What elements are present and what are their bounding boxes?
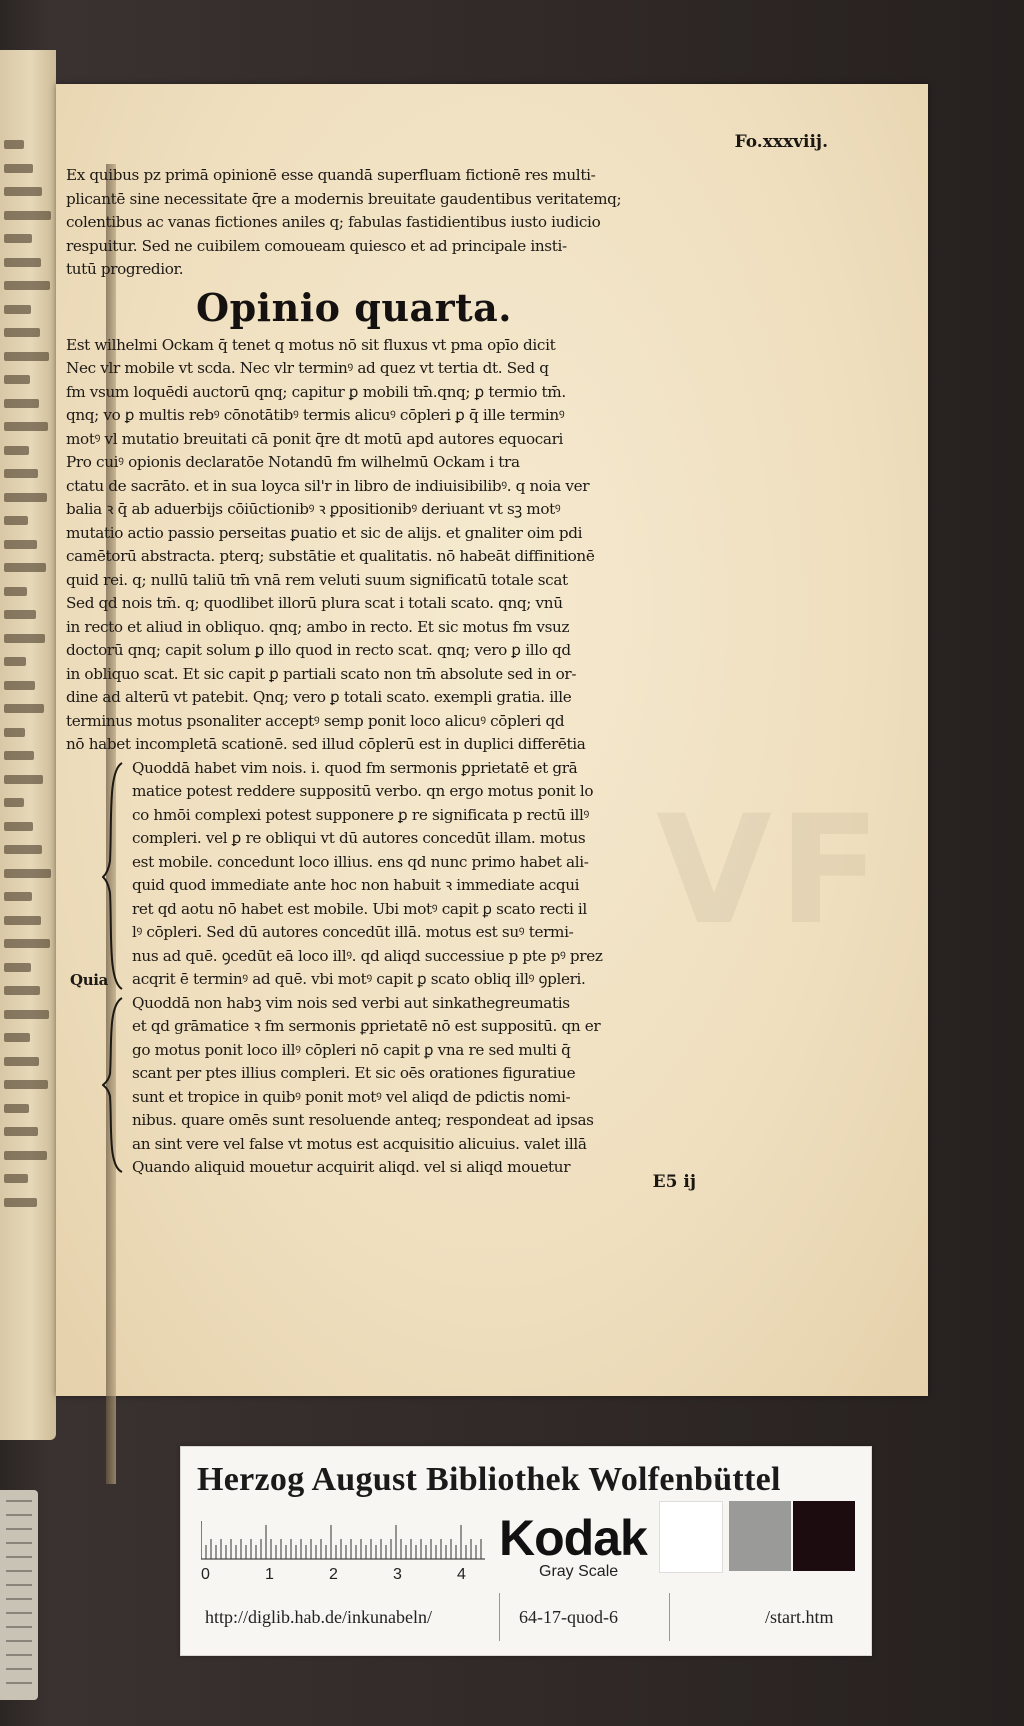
previous-page-text-fragment (4, 281, 50, 290)
previous-page-text-fragment (4, 1151, 47, 1160)
previous-page-text-fragment (4, 328, 40, 337)
folio-number: Fo.xxxviij. (734, 132, 828, 152)
previous-page-text-fragment (4, 234, 32, 243)
ruler-label: 0 (201, 1566, 210, 1583)
division-block-one (66, 757, 696, 992)
text-line: camētorū abstracta. pterq; substātie et qualitatis. nō habeāt diffinitionē (66, 547, 595, 565)
previous-page-text-fragment (4, 187, 42, 196)
previous-page-text-fragment (4, 422, 48, 431)
text-line: go motus ponit loco illꝰ cōpleri nō capit ꝑ vna re sed multi q̄ (132, 1040, 571, 1059)
text-line: Sed qd nois tm̄. q; quodlibet illorū plura scat i totali scato. qnq; vnū (66, 594, 563, 612)
text-line: in recto et aliud in obliquo. qnq; ambo in recto. Et sic motus fm vsuz (66, 617, 570, 636)
signature-mark: E5 ij (652, 1172, 696, 1192)
text-line: Quando aliquid mouetur acquirit aliqd. vel si aliqd mouetur (132, 1158, 571, 1176)
previous-page-text-fragment (4, 258, 41, 267)
gray-swatch (729, 1501, 791, 1571)
left-brace-icon (102, 761, 124, 991)
intro-paragraph (66, 164, 696, 282)
text-line: Pro cuiꝰ opionis declaratōe Notandū fm wilhelmū Ockam i tra (66, 453, 520, 471)
division-block-two (66, 992, 696, 1180)
white-swatch (659, 1501, 723, 1573)
text-line: balia ꝛ q̄ ab aduerbijs cōiūctionibꝰ ꝛ ꝑpositionibꝰ deriuant vt sꝫ motꝰ (66, 500, 561, 518)
previous-page-text-fragment (4, 1080, 48, 1089)
previous-page-text-fragment (4, 305, 31, 314)
text-line: quid quod immediate ante hoc non habuit ꝛ immediate acqui (132, 876, 580, 894)
previous-page-text-fragment (4, 375, 30, 384)
previous-page-text-fragment (4, 1198, 37, 1207)
previous-page-text-fragment (4, 892, 32, 901)
text-block (66, 164, 696, 1180)
binding-label (0, 1490, 38, 1700)
previous-page-text-fragment (4, 446, 29, 455)
ruler-label: 2 (329, 1566, 338, 1583)
card-divider (669, 1593, 670, 1641)
text-line: in obliquo scat. Et sic capit ꝑ partiali scato non tm̄ absolute sed in or- (66, 664, 577, 683)
gray-scale-label: Gray Scale (539, 1563, 619, 1580)
ruler-label: 1 (265, 1566, 274, 1583)
previous-page-text-fragment (4, 493, 47, 502)
kodak-logo: Kodak (499, 1510, 647, 1566)
text-line: ret qd aotu nō habet est mobile. Ubi motꝰ capit ꝑ scato recti il (132, 899, 587, 918)
text-line: co hmōi complexi potest supponere ꝑ re significata p rectū illꝰ (132, 805, 589, 824)
left-brace-icon (102, 996, 124, 1174)
previous-page-text-fragment (4, 1174, 28, 1183)
previous-page-text-fragment (4, 1033, 30, 1042)
text-line: Est wilhelmi Ockam q̄ tenet q motus nō sit fluxus vt pma opīo dicit (66, 335, 556, 354)
previous-page-text-fragment (4, 140, 24, 149)
previous-page-text-fragment (4, 775, 43, 784)
previous-page-text-fragment (4, 1127, 38, 1136)
text-line: Quoddā habet vim nois. i. quod fm sermonis ꝑprietatē et grā (132, 758, 578, 777)
dark-swatch (793, 1501, 855, 1571)
text-line: respuitur. Sed ne cuibilem comoueam quiesco et ad principale insti- (66, 236, 567, 255)
previous-page-text-fragment (4, 469, 38, 478)
previous-page-text-fragment (4, 728, 25, 737)
text-line: an sint vere vel false vt motus est acquisitio alicuius. valet illā (132, 1134, 587, 1153)
previous-page-text-fragment (4, 916, 41, 925)
section-heading: Opinio quarta. (196, 284, 512, 330)
previous-page-text-fragment (4, 657, 26, 666)
text-line: scant per ptes illius compleri. Et sic oēs orationes figuratiue (132, 1064, 576, 1082)
text-line: plicantē sine necessitate q̄re a modernis breuitate gaudentibus veritatemq; (66, 189, 622, 208)
previous-page-text-fragment (4, 563, 46, 572)
color-reference-card (180, 1446, 872, 1656)
previous-page-text-fragment (4, 869, 51, 878)
text-line: nibus. quare omēs sunt resoluende anteq; respondeat ad ipsas (132, 1111, 594, 1129)
text-line: mutatio actio passio perseitas ꝑuatio et sic de alijs. et gnaliter oim pdi (66, 523, 583, 542)
previous-page-text-fragment (4, 540, 37, 549)
text-line: est mobile. concedunt loco illius. ens qd nunc primo habet ali- (132, 852, 589, 871)
ruler-label: 4 (457, 1566, 466, 1583)
ruler-scale (201, 1519, 493, 1583)
side-label: Quia (70, 970, 108, 989)
previous-page-text-fragment (4, 1010, 49, 1019)
previous-page-text-fragment (4, 704, 44, 713)
previous-page-text-fragment (4, 1104, 29, 1113)
text-line: et qd grāmatice ꝛ fm sermonis ꝑprietatē nō est suppositū. qn er (132, 1017, 601, 1035)
text-line: motꝰ vl mutatio breuitati cā ponit q̄re dt motū apd autores equocari (66, 429, 564, 448)
previous-page-text-fragment (4, 352, 49, 361)
previous-page-text-fragment (4, 211, 51, 220)
text-line: nus ad quē. ꝯcedūt eā loco illꝰ. qd aliqd successiue p pte pꝰ prez (132, 946, 603, 965)
previous-page-text-fragment (4, 939, 50, 948)
text-line: terminus motus psonaliter acceptꝰ semp ponit loco alicuꝰ cōpleri qd (66, 711, 565, 730)
previous-page-text-fragment (4, 399, 39, 408)
previous-page-text-fragment (4, 822, 33, 831)
text-line: Quoddā non habꝫ vim nois sed verbi aut sinkathegreumatis (132, 993, 570, 1012)
text-line: qnq; vo ꝑ multis rebꝰ cōnotātibꝰ termis alicuꝰ cōpleri ꝑ q̄ ille terminꝰ (66, 406, 565, 424)
text-line: compleri. vel ꝑ re obliqui vt dū autores concedūt illam. motus (132, 829, 586, 847)
text-line: doctorū qnq; capit solum ꝑ illo quod in recto scat. qnq; vero ꝑ illo qd (66, 641, 571, 659)
body-paragraph (66, 334, 696, 757)
text-line: Nec vlr mobile vt scda. Nec vlr terminꝰ ad quez vt tertia dt. Sed q (66, 359, 549, 377)
previous-page-text-fragment (4, 798, 24, 807)
previous-page-text-fragment (4, 1057, 39, 1066)
text-line: colentibus ac vanas fictiones aniles q; fabulas fastidientibus iusto iudicio (66, 213, 601, 231)
book-page (56, 84, 928, 1396)
binding-label-text-decoration (6, 1500, 32, 1690)
text-line: tutū progredior. (66, 260, 184, 278)
text-line: dine ad alterū vt patebit. Qnq; vero ꝑ totali scato. exempli gratia. ille (66, 688, 572, 706)
ruler-label: 3 (393, 1566, 402, 1583)
card-divider (499, 1593, 500, 1641)
previous-page-text-fragment (4, 516, 28, 525)
previous-page-text-fragment (4, 986, 40, 995)
watermark: VF (656, 784, 887, 958)
previous-page-text-fragment (4, 845, 42, 854)
previous-page-text-fragment (4, 610, 36, 619)
previous-page-text-fragment (4, 751, 34, 760)
previous-page-text-fragment (4, 587, 27, 596)
text-line: nō habet incompletā scationē. sed illud cōplerū est in duplici differētia (66, 735, 586, 753)
previous-page-text-fragment (4, 634, 45, 643)
text-line: matice potest reddere suppositū verbo. qn ergo motus ponit lo (132, 782, 594, 800)
text-line: Ex quibus pz primā opinionē esse quandā superfluam fictionē res multi- (66, 166, 596, 184)
text-line: quid rei. q; nullū taliū tm̄ vnā rem veluti suum significatū totale scat (66, 570, 568, 589)
digital-library-url: http://diglib.hab.de/inkunabeln/ (205, 1607, 432, 1627)
text-line: lꝰ cōpleri. Sed dū autores concedūt illā. motus est suꝰ termi- (132, 923, 574, 941)
text-line: sunt et tropice in quibꝰ ponit motꝰ vel aliqd de pdictis nomi- (132, 1087, 571, 1106)
text-line: acqrit ē terminꝰ ad quē. vbi motꝰ capit ꝑ scato obliq illꝰ ꝯpleri. (132, 970, 586, 988)
text-line: fm vsum loquēdi auctorū qnq; capitur ꝑ mobili tm̄.qnq; ꝑ termio tm̄. (66, 382, 566, 401)
previous-page-text-fragment (4, 963, 31, 972)
item-code: 64-17-quod-6 (519, 1607, 618, 1627)
previous-page-text-fragment (4, 681, 35, 690)
text-line: ctatu de sacrāto. et in sua loyca sil'r in libro de indiuisibilibꝰ. q noia ver (66, 476, 590, 495)
start-page-path: /start.htm (765, 1607, 834, 1627)
library-title: Herzog August Bibliothek Wolfenbüttel (197, 1461, 781, 1498)
previous-page-text-fragment (4, 164, 33, 173)
previous-page-edge (0, 50, 56, 1440)
